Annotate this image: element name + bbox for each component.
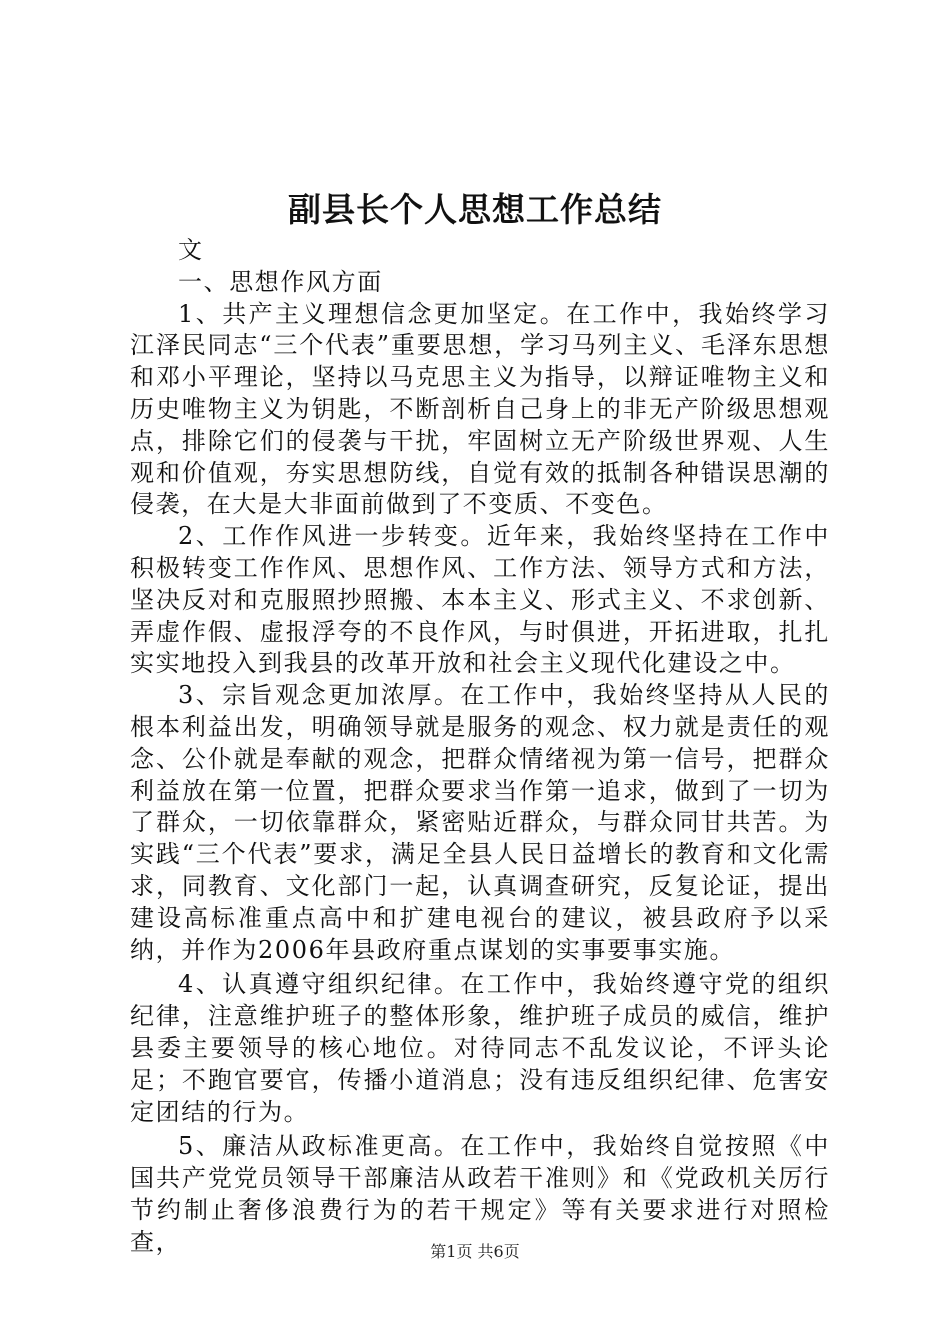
section-heading: 一、思想作风方面 — [178, 267, 383, 296]
page-number-footer: 第1页 共6页 — [430, 1242, 520, 1261]
author-line: 文 — [178, 236, 204, 264]
document-title: 副县长个人思想工作总结 — [288, 190, 662, 229]
document-body — [130, 235, 830, 1259]
paragraph-5: 5、廉洁从政标准更高。在工作中，我始终自觉按照《中国共产党党员领导干部廉洁从政若干准则》和《党政机关厉行节约制止奢侈浪费行为的若干规定》等有关要求进行对照检查， — [130, 1132, 830, 1256]
paragraph-2: 2、工作作风进一步转变。近年来，我始终坚持在工作中积极转变工作作风、思想作风、工作方法、领导方式和方法，坚决反对和克服照抄照搬、本本主义、形式主义、不求创新、弄虚作假、虚报浮夸的不良作风，与时俱进，开拓进取，扎扎实实地投入到我县的改革开放和社会主义现代化建设之中。 — [130, 522, 830, 678]
paragraph-3: 3、宗旨观念更加浓厚。在工作中，我始终坚持从人民的根本利益出发，明确领导就是服务的观念、权力就是责任的观念、公仆就是奉献的观念，把群众情绪视为第一信号，把群众利益放在第一位置，把群众要求当作第一追求，做到了一切为了群众，一切依靠群众，紧密贴近群众，与群众同甘共苦。为实践“三个代表”要求，满足全县人民日益增长的教育和文化需求，同教育、文化部门一起，认真调查研究，反复论证，提出建设高标准重点高中和扩建电视台的建议，被县政府予以采纳，并作为2006年县政府重点谋划的实事要事实施。 — [130, 681, 830, 964]
paragraph-4: 4、认真遵守组织纪律。在工作中，我始终遵守党的组织纪律，注意维护班子的整体形象，维护班子成员的威信，维护县委主要领导的核心地位。对待同志不乱发议论，不评头论足；不跑官要官，传播小道消息；没有违反组织纪律、危害安定团结的行为。 — [130, 970, 830, 1126]
paragraph-1: 1、共产主义理想信念更加坚定。在工作中，我始终学习江泽民同志“三个代表”重要思想，学习马列主义、毛泽东思想和邓小平理论，坚持以马克思主义为指导，以辩证唯物主义和历史唯物主义为钥匙，不断剖析自己身上的非无产阶级思想观点，排除它们的侵袭与干扰，牢固树立无产阶级世界观、人生观和价值观，夯实思想防线，自觉有效的抵制各种错误思潮的侵袭，在大是大非面前做到了不变质、不变色。 — [130, 299, 830, 519]
